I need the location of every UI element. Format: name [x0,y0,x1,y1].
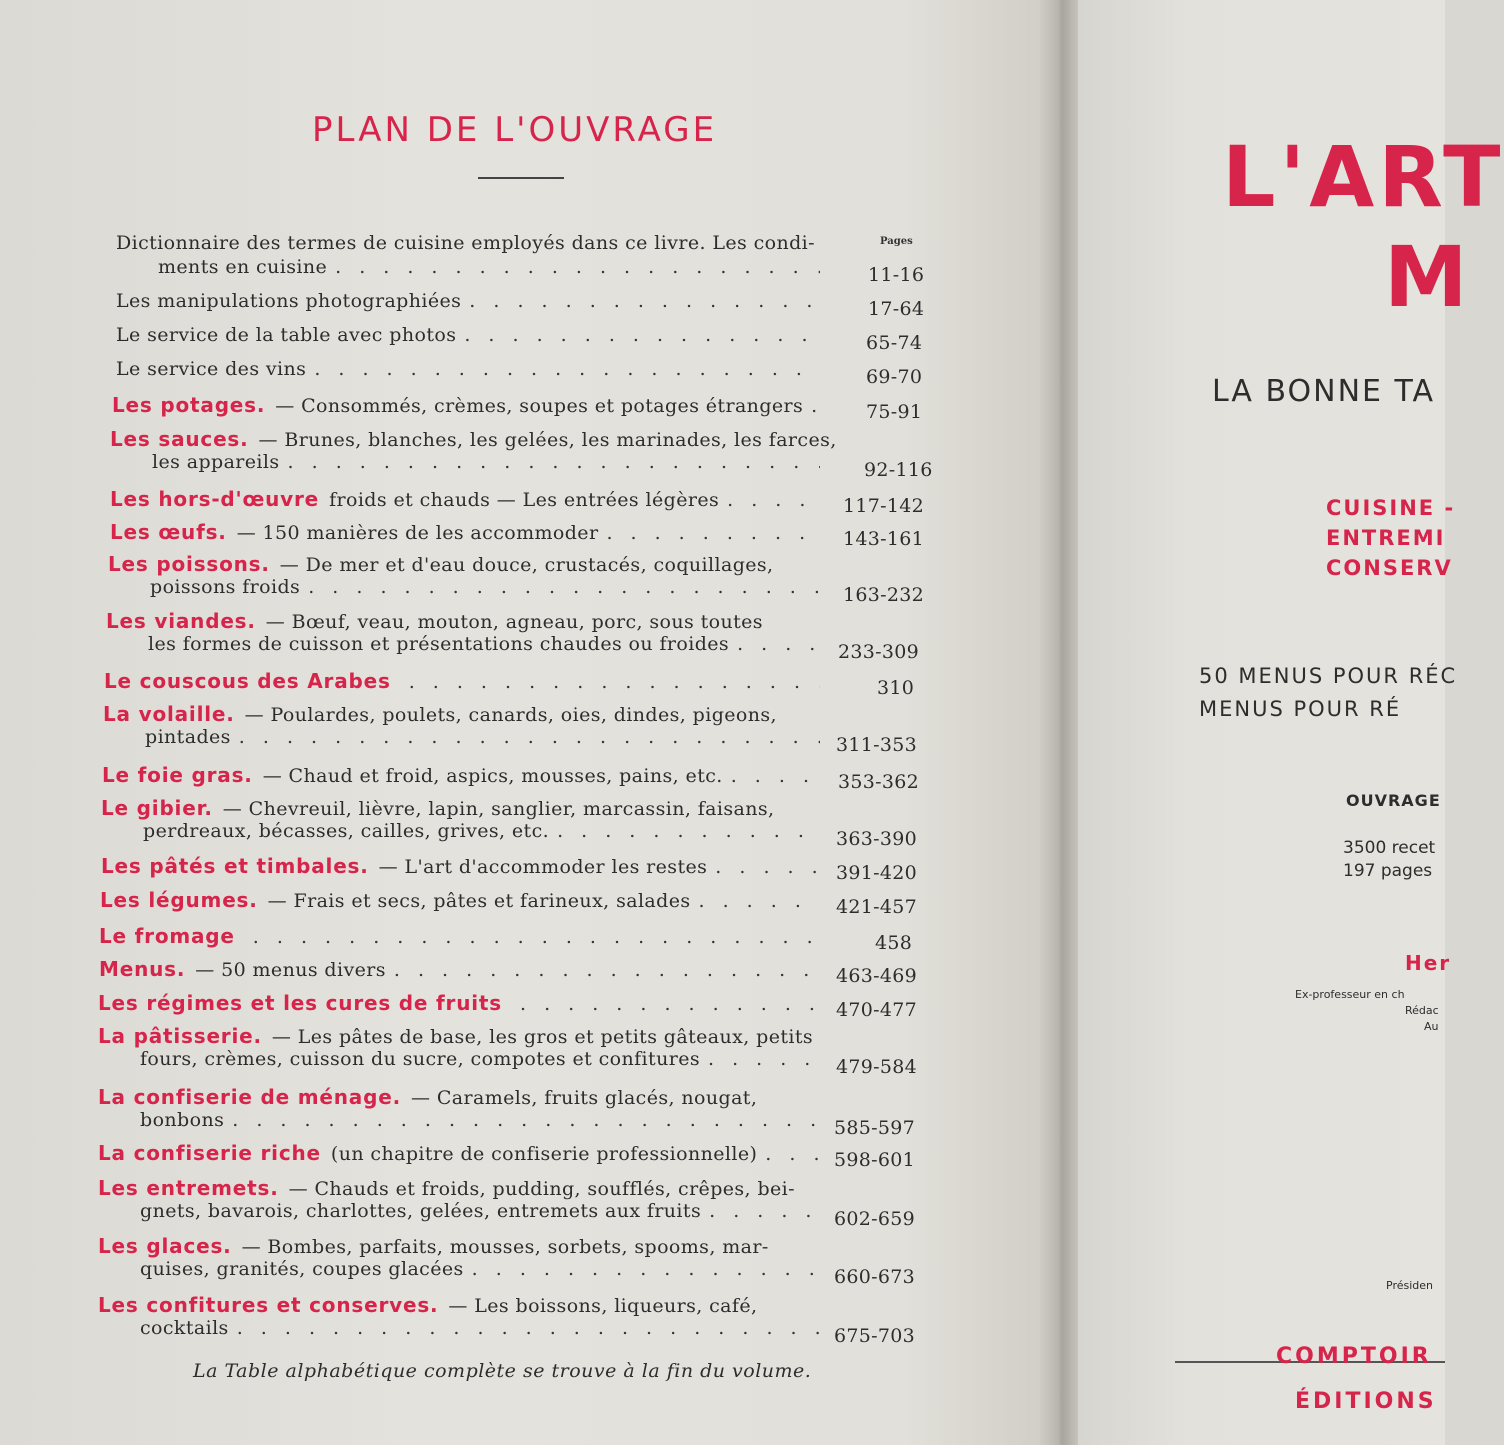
toc-description: ments en cuisine [158,256,328,278]
toc-description: Les manipulations photographiées [116,290,462,312]
toc-page-range: 310 [877,677,915,699]
toc-description: — 50 menus divers [195,959,386,981]
toc-description: cocktails [140,1317,229,1339]
toc-description: — 150 manières de les accommoder [236,522,599,544]
toc-category: Les potages. [112,393,266,417]
toc-category: La confiserie riche [98,1141,321,1165]
toc-description: pintades [145,726,231,748]
toc-category: La volaille. [103,702,235,726]
category-line-3: CONSERV [1326,556,1453,580]
toc-page-range: 92-116 [864,459,933,481]
toc-description: — Consommés, crèmes, soupes et potages étrangers [275,395,804,417]
toc-description: gnets, bavarois, charlottes, gelées, entremets aux fruits [140,1200,702,1222]
category-line-1: CUISINE - [1326,496,1456,520]
toc-description: Le service des vins [116,358,307,380]
toc-page-range: 479-584 [836,1056,918,1078]
toc-page-range: 11-16 [868,264,925,286]
toc-page-range: 421-457 [836,896,918,918]
toc-category: Les œufs. [110,520,227,544]
toc-page-range: 143-161 [843,528,925,550]
toc-description: — L'art d'accommoder les restes [378,856,708,878]
toc-page-range: 353-362 [838,771,920,793]
toc-description: quises, granités, coupes glacées [140,1258,464,1280]
category-line-2: ENTREMI [1326,526,1446,550]
toc-page-range: 69-70 [866,366,923,388]
toc-page-range: 598-601 [834,1149,916,1171]
toc-page-range: 585-597 [834,1117,916,1139]
toc-description: (un chapitre de confiserie professionnelle) [330,1143,758,1165]
author-credit-2: Rédac [1405,1004,1439,1017]
toc-description: les formes de cuisson et présentations chaudes ou froides [148,633,730,655]
toc-category: Les glaces. [98,1234,232,1258]
page-title: PLAN DE L'OUVRAGE [312,110,718,150]
book-title-line1: L'ART [1222,128,1504,226]
toc-description: — Frais et secs, pâtes et farineux, salades [267,890,691,912]
toc-description: — Poulardes, poulets, canards, oies, dindes, pigeons, [244,704,777,726]
menus-line-1: 50 MENUS POUR RÉC [1199,664,1458,688]
footnote: La Table alphabétique complète se trouve à la fin du volume. [193,1360,812,1382]
toc-category: Menus. [99,957,186,981]
toc-category: La confiserie de ménage. [98,1085,401,1109]
toc-page-range: 17-64 [868,298,925,320]
toc-description: froids et chauds — Les entrées légères [329,489,720,511]
book-gutter [1040,0,1080,1445]
author-name: Her [1405,951,1452,975]
toc-category: Les pâtés et timbales. [101,854,369,878]
toc-category: Le couscous des Arabes [104,669,391,693]
book-subtitle: LA BONNE TA [1212,374,1436,409]
toc-category: La pâtisserie. [98,1024,262,1048]
toc-description: les appareils [152,451,280,473]
toc-description: Le service de la table avec photos [116,324,457,346]
toc-category: Les régimes et les cures de fruits [98,991,502,1015]
recipes-count: 3500 recet [1343,838,1436,858]
toc-page-range: 458 [875,932,913,954]
toc-page-range: 463-469 [836,965,918,987]
book-title-line2: M [1384,228,1472,326]
publisher-line-2: ÉDITIONS [1295,1389,1437,1414]
toc-description: — De mer et d'eau douce, crustacés, coquillages, [279,554,774,576]
toc-description: — Chaud et froid, aspics, mousses, pains, etc. [262,765,723,787]
toc-category: Le foie gras. [102,763,253,787]
toc-page-range: 660-673 [834,1266,916,1288]
menus-line-2: MENUS POUR RÉ [1199,697,1402,721]
toc-page-range: 363-390 [836,828,918,850]
toc-category: Les légumes. [100,888,258,912]
author-credit-1: Ex-professeur en ch [1295,988,1405,1001]
toc-description: fours, crèmes, cuisson du sucre, compotes et confitures [140,1048,700,1070]
toc-description: poissons froids [150,576,301,598]
toc-description: — Les boissons, liqueurs, café, [448,1295,758,1317]
toc-category: Les hors-d'œuvre [110,487,320,511]
toc-description: Dictionnaire des termes de cuisine employés dans ce livre. Les condi- [116,232,815,254]
toc-page-range: 391-420 [836,862,918,884]
toc-category: Les sauces. [110,427,249,451]
publisher-line-1: COMPTOIR [1276,1344,1432,1369]
toc-page-range: 602-659 [834,1208,916,1230]
toc-description: perdreaux, bécasses, cailles, grives, etc. [143,820,550,842]
toc-description: — Caramels, fruits glacés, nougat, [410,1087,758,1109]
author-credit-3: Au [1424,1020,1439,1033]
toc-category: Les poissons. [108,552,270,576]
toc-category: Le gibier. [101,796,213,820]
toc-page-range: 75-91 [866,401,923,423]
toc-category: Le fromage [99,924,235,948]
toc-page-range: 675-703 [834,1325,916,1347]
pages-count: 197 pages [1343,861,1433,881]
toc-description: — Bœuf, veau, mouton, agneau, porc, sous toutes [265,611,763,633]
toc-page-range: 117-142 [843,495,925,517]
toc-page-range: 470-477 [836,999,918,1021]
toc-category: Les entremets. [98,1176,279,1200]
toc-description: — Les pâtes de base, les gros et petits gâteaux, petits [271,1026,814,1048]
title-divider [478,177,564,179]
toc-page-range: 311-353 [836,734,918,756]
toc-page-range: 233-309 [838,641,920,663]
pages-column-label: Pages [880,236,913,247]
toc-category: Les viandes. [106,609,256,633]
toc-description: — Bombes, parfaits, mousses, sorbets, spooms, mar- [241,1236,769,1258]
toc-description: — Brunes, blanches, les gelées, les marinades, les farces, [258,429,837,451]
toc-page-range: 163-232 [843,584,925,606]
president-credit: Présiden [1386,1279,1433,1292]
toc-description: — Chauds et froids, pudding, soufflés, crêpes, bei- [288,1178,795,1200]
toc-description: — Chevreuil, lièvre, lapin, sanglier, marcassin, faisans, [222,798,775,820]
ouvrage-label: OUVRAGE [1346,791,1441,810]
toc-description: bonbons [140,1109,225,1131]
toc-page-range: 65-74 [866,332,923,354]
toc-category: Les confitures et conserves. [98,1293,439,1317]
